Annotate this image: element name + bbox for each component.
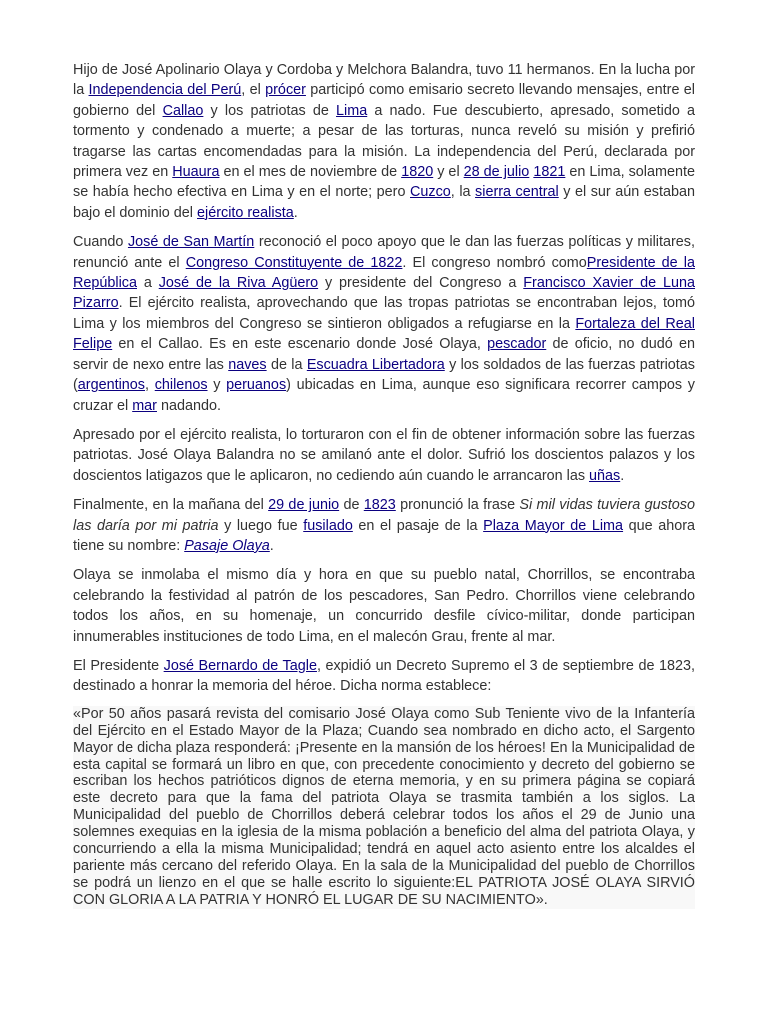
link-jose-de-san-martin[interactable]: José de San Martín	[127, 234, 255, 251]
text-run: .	[293, 204, 298, 221]
link-presidente-de-la-republica[interactable]: Presidente de la República	[73, 254, 695, 292]
text-run: en el Callao. Es en este escenario donde José Olaya,	[112, 336, 488, 353]
text-run: Finalmente, en la mañana del	[73, 497, 269, 514]
link-jose-de-la-riva-aguero[interactable]: José de la Riva Agüero	[158, 275, 319, 292]
paragraph-1	[73, 60, 695, 223]
text-run: .	[269, 537, 274, 554]
text-run: Olaya se inmolaba el mismo día y hora en que su pueblo natal, Chorrillos, se encontraba celebrando la festividad al patrón de los pescadores, San Pedro. Chorrillos viene celebrando todos los años, en su homenaje, un concurrido desfile cívico-militar, donde participan innumerables instituciones de todo Lima, en el malecón Grau, frente al mar.	[73, 567, 695, 645]
link-pasaje-olaya[interactable]: Pasaje Olaya	[184, 537, 270, 554]
link-peruanos[interactable]: peruanos	[226, 377, 287, 394]
text-run: ,	[145, 377, 155, 394]
link-congreso-constituyente-de-1822[interactable]: Congreso Constituyente de 1822	[185, 254, 403, 271]
text-run: ) ubicadas en Lima, aunque eso significara recorrer campos y cruzar el	[73, 377, 695, 414]
text-run: y presidente del Congreso a	[318, 275, 524, 292]
text-run: reconoció el poco apoyo que le dan las fuerzas políticas y militares, renunció ante el	[73, 234, 695, 271]
text-run: y los soldados de las fuerzas patriotas (	[73, 356, 696, 394]
text-run: y	[207, 377, 227, 394]
text-run: de oficio, no dudó en servir de nexo entre las	[73, 336, 696, 373]
text-run: en el pasaje de la	[352, 517, 484, 534]
text-run: de la	[266, 356, 307, 373]
paragraph-2	[73, 232, 695, 416]
text-run: y luego fue	[218, 517, 304, 534]
text-run: y el	[433, 164, 464, 181]
link-unas[interactable]: uñas	[589, 467, 621, 484]
text-run: y el sur aún estaban bajo el dominio del	[73, 184, 695, 221]
link-chilenos[interactable]: chilenos	[154, 377, 208, 394]
link-francisco-xavier-de-luna-pizarro[interactable]: Francisco Xavier de Luna Pizarro	[73, 275, 696, 312]
decree-quote: «Por 50 años pasará revista del comisario José Olaya como Sub Teniente vivo de la Infantería del Ejército en el Estado Mayor de la Plaza; Cuando sea nombrado en dicho acto, el Sargento Mayor de dicha plaza responderá: ¡Presente en la mansión de los héroes! En la Municipalidad de esta capital se formará un libro en que, con precedente conocimiento y decreto del gobierno se escriban los hechos patrióticos dignos de eterna memoria, y en su primera página se copiará este decreto para que la fama del patriota Olaya se trasmita también a los siglos. La Municipalidad del pueblo de Chorrillos deberá celebrar todos los años el 29 de Junio una solemnes exequias en la iglesia de la misma población a beneficio del alma del patriota Olaya, y concurriendo a ella la misma Municipalidad; tendrá en aquel acto asiento entre los alcaldes el pariente más cercano del referido Olaya. En la sala de la Municipalidad del pueblo de Chorrillos se podrá un lienzo en el que se halle escrito lo siguiente:EL PATRIOTA JOSÉ OLAYA SIRVIÓ CON GLORIA A LA PATRIA Y HONRÓ EL LUGAR DE SU NACIMIENTO».	[73, 705, 695, 908]
text-run: nadando.	[156, 397, 222, 414]
text-run: , expidió un Decreto Supremo el 3 de septiembre de 1823, destinado a honrar la memoria del héroe. Dicha norma establece:	[73, 657, 695, 695]
link-callao[interactable]: Callao	[162, 102, 204, 119]
link-independencia-del-peru[interactable]: Independencia del Perú	[88, 82, 242, 99]
text-run: en Lima, solamente se había hecho efectiva en Lima y en el norte; pero	[73, 164, 696, 201]
link-argentinos[interactable]: argentinos	[77, 377, 146, 394]
text-run: El Presidente	[73, 657, 164, 674]
link-sierra-central[interactable]: sierra central	[475, 184, 559, 201]
paragraph-4	[73, 495, 695, 556]
article-body	[73, 60, 695, 918]
link-1820[interactable]: 1820	[401, 164, 434, 181]
text-run: y los patriotas de	[203, 102, 337, 119]
text-run: , el	[241, 82, 266, 99]
link-28-de-julio[interactable]: 28 de julio	[463, 164, 530, 181]
text-run: Apresado por el ejército realista, lo torturaron con el fin de obtener información sobre las fuerzas patriotas. José Olaya Balandra no se amilanó ante el dolor. Sufrió los doscientos palazos y los doscientos latigazos que le aplicaron, no cediendo aún cuando le arrancaron las	[73, 426, 695, 484]
text-run: Cuando	[73, 234, 128, 251]
link-29-de-junio[interactable]: 29 de junio	[268, 497, 340, 514]
paragraph-6	[73, 656, 695, 697]
text-run: que ahora tiene su nombre:	[73, 517, 696, 554]
link-1821[interactable]: 1821	[533, 164, 566, 181]
link-lima[interactable]: Lima	[336, 102, 368, 119]
link-naves[interactable]: naves	[228, 356, 267, 373]
paragraph-5	[73, 565, 695, 647]
text-run: . El congreso nombró como	[402, 254, 587, 271]
link-huaura[interactable]: Huaura	[172, 164, 220, 181]
text-run: a nado. Fue descubierto, apresado, sometido a tormento y condenado a muerte; a pesar de las torturas, nunca reveló su misión y prefirió tragarse las cartas encomendadas para la misión. La independencia del Perú, declarada por primera vez en	[73, 102, 695, 181]
text-run: a	[137, 275, 159, 292]
link-fusilado[interactable]: fusilado	[303, 517, 353, 534]
link-plaza-mayor-de-lima[interactable]: Plaza Mayor de Lima	[483, 517, 624, 534]
text-run: . El ejército realista, aprovechando que las tropas patriotas se encontraban lejos, tomó Lima y los miembros del Congreso se sintieron obligados a refugiarse en la	[73, 295, 695, 332]
italic-text: Si mil vidas tuviera gustoso las daría por mi patria	[73, 497, 695, 534]
link-cuzco[interactable]: Cuzco	[410, 184, 451, 201]
link-jose-bernardo-de-tagle[interactable]: José Bernardo de Tagle	[163, 657, 317, 674]
text-run: participó como emisario secreto llevando mensajes, entre el gobierno del	[73, 82, 695, 119]
text-run: .	[620, 467, 625, 484]
link-escuadra-libertadora[interactable]: Escuadra Libertadora	[306, 356, 445, 373]
link-ejercito-realista[interactable]: ejército realista	[197, 204, 294, 221]
link-pescador[interactable]: pescador	[487, 336, 547, 353]
paragraph-3	[73, 425, 695, 486]
link-fortaleza-del-real-felipe[interactable]: Fortaleza del Real Felipe	[73, 315, 695, 353]
text-run: de	[339, 497, 364, 514]
link-1823[interactable]: 1823	[363, 497, 396, 514]
text-run: Hijo de José Apolinario Olaya y Cordoba y Melchora Balandra, tuvo 11 hermanos. En la lucha por la	[73, 62, 695, 99]
link-mar[interactable]: mar	[132, 397, 157, 414]
text-run: pronunció la frase	[395, 497, 520, 514]
link-procer[interactable]: prócer	[265, 82, 306, 99]
text-run: en el mes de noviembre de	[219, 164, 402, 181]
text-run: , la	[450, 184, 476, 201]
